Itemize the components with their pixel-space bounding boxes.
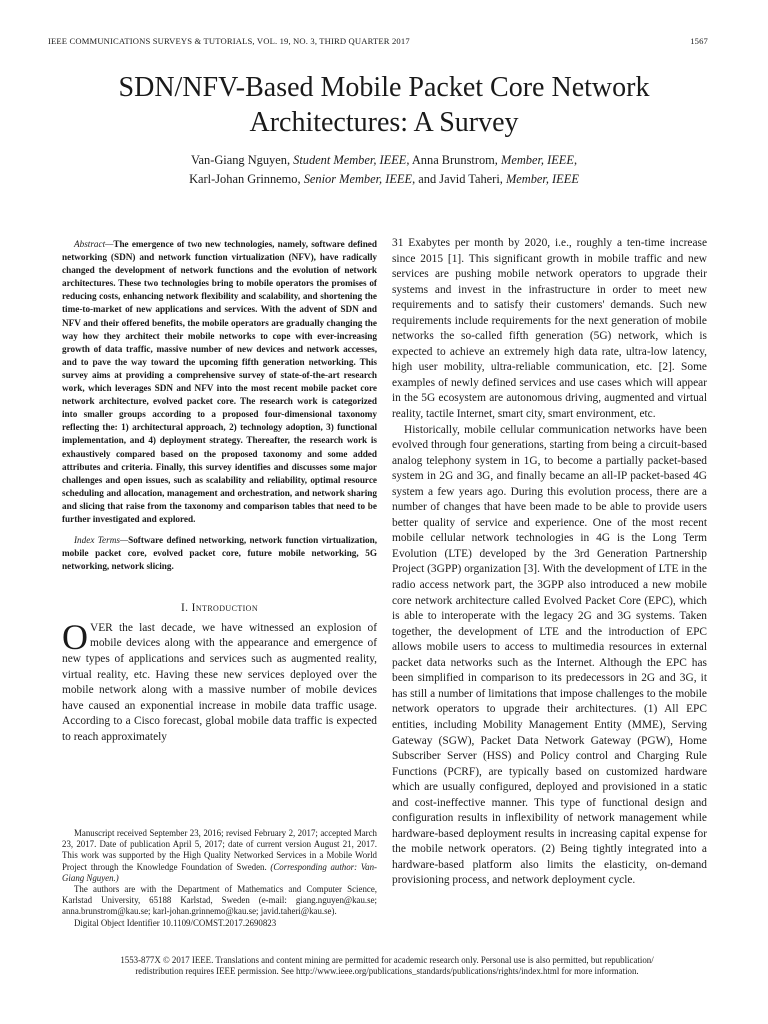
author-name: Karl-Johan Grinnemo, — [189, 172, 304, 186]
abstract-label: Abstract— — [74, 239, 114, 249]
author-membership: Senior Member, IEEE — [303, 172, 413, 186]
paper-title — [48, 70, 720, 140]
footnote-manuscript — [62, 828, 377, 884]
abstract-text: The emergence of two new technologies, namely, software defined networking (SDN) and network function virtualization (NFV), have radically changed the development of network functions and the evolution of network architectures. These two technologies bring to mobile operators the promises of reducing costs, enhancing network flexibility and scalability, and shortening the time-to-market of new applications and services. With the advent of SDN and NFV and their offered benefits, the mobile operators are gradually changing the way how they architect their mobile networks to cope with ever-increasing growth of data traffic, massive number of new devices and network accesses, and to pave the way toward the upcoming fifth generation networking. This survey aims at providing a comprehensive survey of state-of-the-art research work, which leverages SDN and NFV into the most recent mobile packet core network architecture, evolved packet core. The research work is categorized into smaller groups according to a proposed four-dimensional taxonomy reflecting the: 1) architectural approach, 2) technology adoption, 3) functional implementation, and 4) deployment strategy. Thereafter, the research work is exhaustively compared based on the proposed taxonomy and some added attributes and criteria. Finally, this survey identifies and discusses some major challenges and open issues, such as scalability and reliability, optimal resource scheduling and allocation, management and orchestration, and network sharing and slicing that raise from the taxonomy and comparison tables that need to be further investigated and explored. — [62, 239, 377, 524]
author-membership: Member, IEEE — [501, 153, 574, 167]
right-column — [392, 236, 707, 889]
abstract — [62, 238, 377, 526]
author-membership: Student Member, IEEE — [293, 153, 407, 167]
doi: Digital Object Identifier 10.1109/COMST.2017.2690823 — [74, 917, 277, 928]
author-name: , Anna Brunstrom, — [406, 153, 501, 167]
title-line-1: SDN/NFV-Based Mobile Packet Core Network — [118, 72, 650, 103]
index-terms-text: Software defined networking, network function virtualization, mobile packet core, evolved packet core, future mobile networking, 5G networking, network slicing. — [62, 535, 377, 572]
footnote — [62, 828, 377, 929]
journal-header: IEEE COMMUNICATIONS SURVEYS & TUTORIALS, VOL. 19, NO. 3, THIRD QUARTER 2017 — [48, 36, 410, 46]
footnote-affiliation: The authors are with the Department of Mathematics and Computer Science, Karlstad University, 65188 Karlstad, Sweden (e-mail: giang.nguyen@kau.se; anna.brunstrom@kau.se; karl-johan.grinnemo@kau.se; javid.taheri@kau.se). — [62, 884, 377, 917]
section-title: Introduction — [191, 602, 259, 615]
author-separator: , — [573, 153, 578, 167]
title-line-2: Architectures: A Survey — [249, 107, 519, 138]
running-head — [48, 36, 708, 46]
footnote-manuscript-text: Manuscript received September 23, 2016; revised February 2, 2017; accepted March 23, 2017. Date of publication April 5, 2017; date of current version August 21, 2017. This work was supported by the High Quality Networked Services in a Mobile World Project through the Knowledge Foundation of Sweden. — [62, 828, 377, 872]
author-line-1 — [48, 151, 720, 170]
copyright-line-1: 1553-877X © 2017 IEEE. Translations and content mining are permitted for academic research only. Personal use is also permitted, but republication/ — [120, 955, 654, 965]
author-membership: Member, IEEE — [505, 172, 579, 186]
drop-cap: O — [62, 616, 88, 657]
body-paragraph: Historically, mobile cellular communication networks have been evolved through four generations, starting from being a circuit-based analog telephony system in 1G, to become a partially packet-based system in 2G and 3G, and finally became an all-IP packet-based 4G system a few years ago. During this evolution process, there are a number of changes that have been made to be able to provide users better quality of service and experience. One of the most recent mobile cellular network technologies in 4G is the Long Term Evolution (LTE) developed by the 3rd Generation Partnership Project (3GPP) organization [3]. With the development of LTE in the radio access network part, the 3GPP also introduced a new mobile core network architecture called Evolved Packet Core (EPC), which is able to interoperate with the legacy 2G and 3G systems. Taken together, the development of LTE and the introduction of EPC allows mobile users to access to multimedia resources in external packet data networks such as the Internet. Although the EPC has been simplified in comparison to its predecessors in 2G and 3G, it has still a number of limitations that impose challenges to the mobile network operators to upgrade their architectures. (1) All EPC entities, including Mobility Management Entity (MME), Serving Gateway (SGW), Packet Data Network Gateway (PGW), Home Subscriber Server (HSS) and Policy control and Charging Rule Functions (PCRF), are typically based on customized hardware which are usually configured, deployed and provisioned in a static and cost-ineffective manner. This type of functional design and configuration results in inflexibility of network management while hardware-based deployment results in increasing capital expense for the mobile network operators. (2) Being tightly integrated into a hardware-based platform also limits the elasticity, on-demand provisioning process, and network deployment cycle. — [392, 423, 707, 887]
author-list — [48, 151, 720, 189]
footnote-corresponding: (Corresponding author: Van-Giang Nguyen.) — [62, 861, 378, 883]
copyright-notice — [62, 955, 712, 977]
author-name: , and Javid Taheri, — [412, 172, 506, 186]
left-column — [62, 238, 377, 745]
author-line-2 — [48, 170, 720, 189]
author-name: Van-Giang Nguyen, — [190, 153, 294, 167]
index-terms-label: Index Terms— — [74, 535, 129, 546]
intro-text: VER the last decade, we have witnessed an explosion of mobile devices along with the appearance and emergence of new types of applications and services such as augmented reality, virtual reality, etc. Having these new services deployed over the mobile network along with a massive number of mobile devices have caused an exponential increase in mobile data traffic usage. According to a Cisco forecast, global mobile data traffic is expected to reach approximately — [62, 621, 377, 743]
page-number: 1567 — [690, 36, 708, 46]
section-number: I. — [180, 602, 192, 615]
section-heading — [62, 601, 377, 617]
index-terms — [62, 534, 377, 573]
intro-paragraph — [62, 616, 377, 745]
copyright-line-2: redistribution requires IEEE permission. See http://www.ieee.org/publications_standards/publications/rights/index.html for more information. — [135, 966, 639, 977]
body-paragraph: 31 Exabytes per month by 2020, i.e., roughly a ten-time increase since 2015 [1]. This significant growth in mobile traffic and new services are pushing mobile network operators to upgrade their systems and invest in the infrastructure in order to meet new requirements and to satisfy their customers' demands. Such new requirements include requirements for the next generation of mobile networks the so-called fifth generation (5G) network, which is expected to achieve an extremely high data rate, ultra-low latency, high user mobility, ultra-reliable communication, etc. [2]. Some examples of newly defined services and use cases which will appear in the 5G ecosystem are autonomous driving, augmented and virtual reality, tactile Internet, smart city, smart environment, etc. — [392, 237, 707, 421]
